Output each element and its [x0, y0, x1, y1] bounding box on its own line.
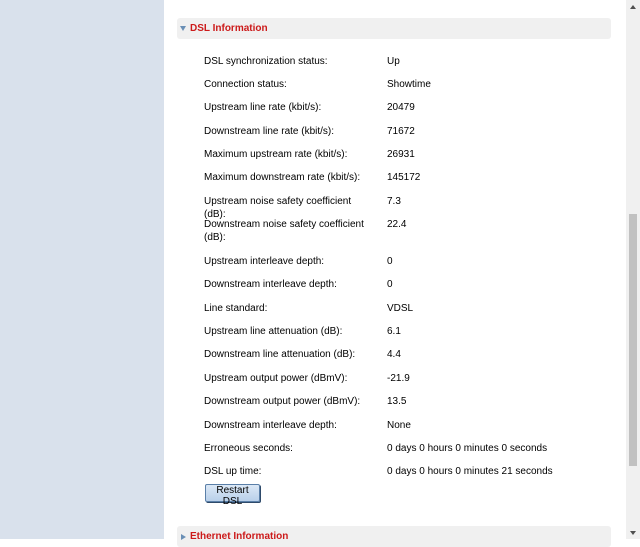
info-label: Upstream interleave depth: [204, 256, 325, 267]
info-value: 7.3 [387, 196, 401, 207]
info-label: Connection status: [204, 79, 287, 90]
arrow-up-icon [630, 5, 636, 9]
info-label: DSL up time: [204, 466, 262, 477]
info-value: 0 [387, 279, 393, 290]
arrow-down-icon [630, 531, 636, 535]
info-label: Upstream noise safety coefficient (dB): [204, 196, 352, 220]
info-label: Upstream line rate (kbit/s): [204, 102, 322, 113]
info-label: Line standard: [204, 303, 268, 314]
info-label: Upstream output power (dBmV): [204, 373, 348, 384]
scroll-up-button[interactable] [626, 0, 640, 13]
info-value: 20479 [387, 102, 415, 113]
dsl-information-header[interactable] [177, 18, 611, 39]
info-label: Downstream noise safety coefficient (dB): [204, 219, 364, 243]
ethernet-information-header[interactable] [177, 526, 611, 547]
info-value: 6.1 [387, 326, 401, 337]
info-value: 0 days 0 hours 0 minutes 0 seconds [387, 443, 548, 454]
info-value: 22.4 [387, 219, 407, 230]
info-value: None [387, 420, 411, 431]
expand-arrow-icon [180, 26, 186, 31]
info-value: 71672 [387, 126, 415, 137]
info-label: Downstream line rate (kbit/s): [204, 126, 335, 137]
info-label: Erroneous seconds: [204, 443, 293, 454]
info-value: Up [387, 56, 400, 67]
info-label: Downstream interleave depth: [204, 279, 337, 290]
info-label: Maximum upstream rate (kbit/s): [204, 149, 348, 160]
info-value: 0 days 0 hours 0 minutes 21 seconds [387, 466, 553, 477]
main-content [164, 0, 626, 542]
scrollbar-thumb[interactable] [629, 214, 637, 466]
info-value: Showtime [387, 79, 431, 90]
left-sidebar [0, 0, 164, 539]
info-label: DSL synchronization status: [204, 56, 328, 67]
info-value: -21.9 [387, 373, 410, 384]
info-label: Downstream line attenuation (dB): [204, 349, 356, 360]
info-value: 145172 [387, 172, 421, 183]
scroll-down-button[interactable] [626, 526, 640, 539]
info-label: Downstream output power (dBmV): [204, 396, 361, 407]
info-value: 13.5 [387, 396, 407, 407]
info-value: 0 [387, 256, 393, 267]
info-value: 26931 [387, 149, 415, 160]
info-value: VDSL [387, 303, 414, 314]
vertical-scrollbar[interactable] [626, 0, 640, 539]
info-label: Downstream interleave depth: [204, 420, 337, 431]
ethernet-information-title: Ethernet Information [190, 531, 289, 542]
info-label: Maximum downstream rate (kbit/s): [204, 172, 361, 183]
info-value: 4.4 [387, 349, 401, 360]
restart-dsl-button[interactable]: Restart DSL [205, 484, 260, 502]
info-label: Upstream line attenuation (dB): [204, 326, 343, 337]
dsl-information-title: DSL Information [190, 23, 268, 34]
